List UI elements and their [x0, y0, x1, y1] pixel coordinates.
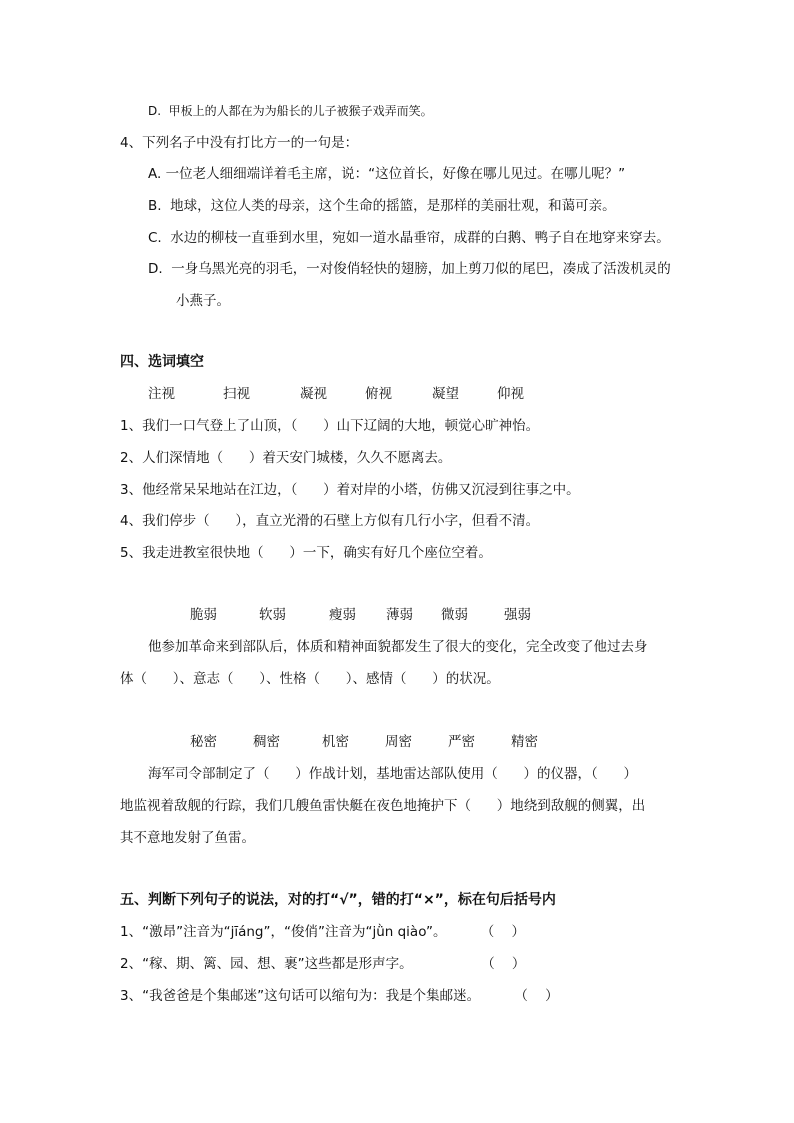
word-option: 扫视 — [223, 386, 250, 402]
word-option: 微弱 — [441, 607, 468, 623]
word-bank-2 — [0, 605, 794, 625]
q4-option-b: B. 地球，这位人类的母亲，这个生命的摇篮，是那样的美丽壮观，和蔼可亲。 — [148, 198, 616, 214]
word-option: 严密 — [448, 734, 475, 750]
word-option: 瘦弱 — [329, 607, 356, 623]
word-option: 凝望 — [432, 386, 459, 402]
fill-item-2: 2、人们深情地（ ）着天安门城楼，久久不愿离去。 — [120, 450, 452, 466]
word-bank-3 — [0, 732, 794, 752]
word-option: 注视 — [148, 386, 175, 402]
paragraph-3-line-2: 地监视着敌舰的行踪，我们几艘鱼雷快艇在夜色地掩护下（ ）地绕到敌舰的侧翼，出 — [120, 798, 646, 814]
question-4-stem: 4、下列名子中没有打比方一的一句是： — [120, 135, 359, 151]
paragraph-3-line-3: 其不意地发射了鱼雷。 — [120, 830, 255, 846]
paragraph-2-line-2: 体（ ）、意志（ ）、性格（ ）、感情（ ）的状况。 — [120, 671, 500, 687]
word-option: 凝视 — [300, 386, 327, 402]
q4-option-d: D. 一身乌黑光亮的羽毛，一对俊俏轻快的翅膀，加上剪刀似的尾巴，凑成了活泼机灵的 — [148, 261, 671, 277]
q4-option-a: A. 一位老人细细端详着毛主席，说：“这位首长，好像在哪儿见过。在哪儿呢？” — [148, 166, 626, 182]
word-option: 仰视 — [497, 386, 524, 402]
word-bank-1 — [0, 384, 794, 404]
paragraph-3-line-1: 海军司令部制定了（ ）作战计划，基地雷达部队使用（ ）的仪器，（ ） — [148, 766, 637, 782]
fill-item-4: 4、我们停步（ ），直立光滑的石壁上方似有几行小字，但看不清。 — [120, 513, 540, 529]
section-5-title: 五、判断下列句子的说法，对的打“√”，错的打“×”，标在句后括号内 — [120, 892, 556, 908]
q4-option-c: C. 水边的柳枝一直垂到水里，宛如一道水晶垂帘，成群的白鹅、鸭子自在地穿来穿去。 — [148, 230, 670, 246]
fill-item-1: 1、我们一口气登上了山顶，（ ）山下辽阔的大地，顿觉心旷神怡。 — [120, 418, 540, 434]
fill-item-3: 3、他经常呆呆地站在江边，（ ）着对岸的小塔，仿佛又沉浸到往事之中。 — [120, 482, 580, 498]
word-option: 脆弱 — [190, 607, 217, 623]
word-option: 稠密 — [253, 734, 280, 750]
section-4-title: 四、选词填空 — [120, 354, 204, 370]
judge-item-2: 2、“稼、期、篱、园、想、裹”这些都是形声字。 （ ） — [120, 956, 526, 972]
fill-item-5: 5、我走进教室很快地（ ）一下，确实有好几个座位空着。 — [120, 545, 492, 561]
word-option: 周密 — [385, 734, 412, 750]
word-option: 机密 — [322, 734, 349, 750]
word-option: 精密 — [511, 734, 538, 750]
judge-item-3: 3、“我爸爸是个集邮迷”这句话可以缩句为：我是个集邮迷。 （ ） — [120, 988, 559, 1004]
paragraph-2-line-1: 他参加革命来到部队后，体质和精神面貌都发生了很大的变化，完全改变了他过去身 — [148, 639, 648, 655]
q3-option-d: D. 甲板上的人都在为为船长的儿子被猴子戏弄而笑。 — [148, 104, 433, 118]
q4-option-d-continued: 小燕子。 — [176, 293, 230, 309]
judge-item-1: 1、“激昂”注音为“jīáng”，“俊俏”注音为“jǜn qiào”。 （ ） — [120, 924, 525, 940]
word-option: 秘密 — [190, 734, 217, 750]
word-option: 软弱 — [259, 607, 286, 623]
word-option: 薄弱 — [386, 607, 413, 623]
word-option: 强弱 — [504, 607, 531, 623]
word-option: 俯视 — [365, 386, 392, 402]
